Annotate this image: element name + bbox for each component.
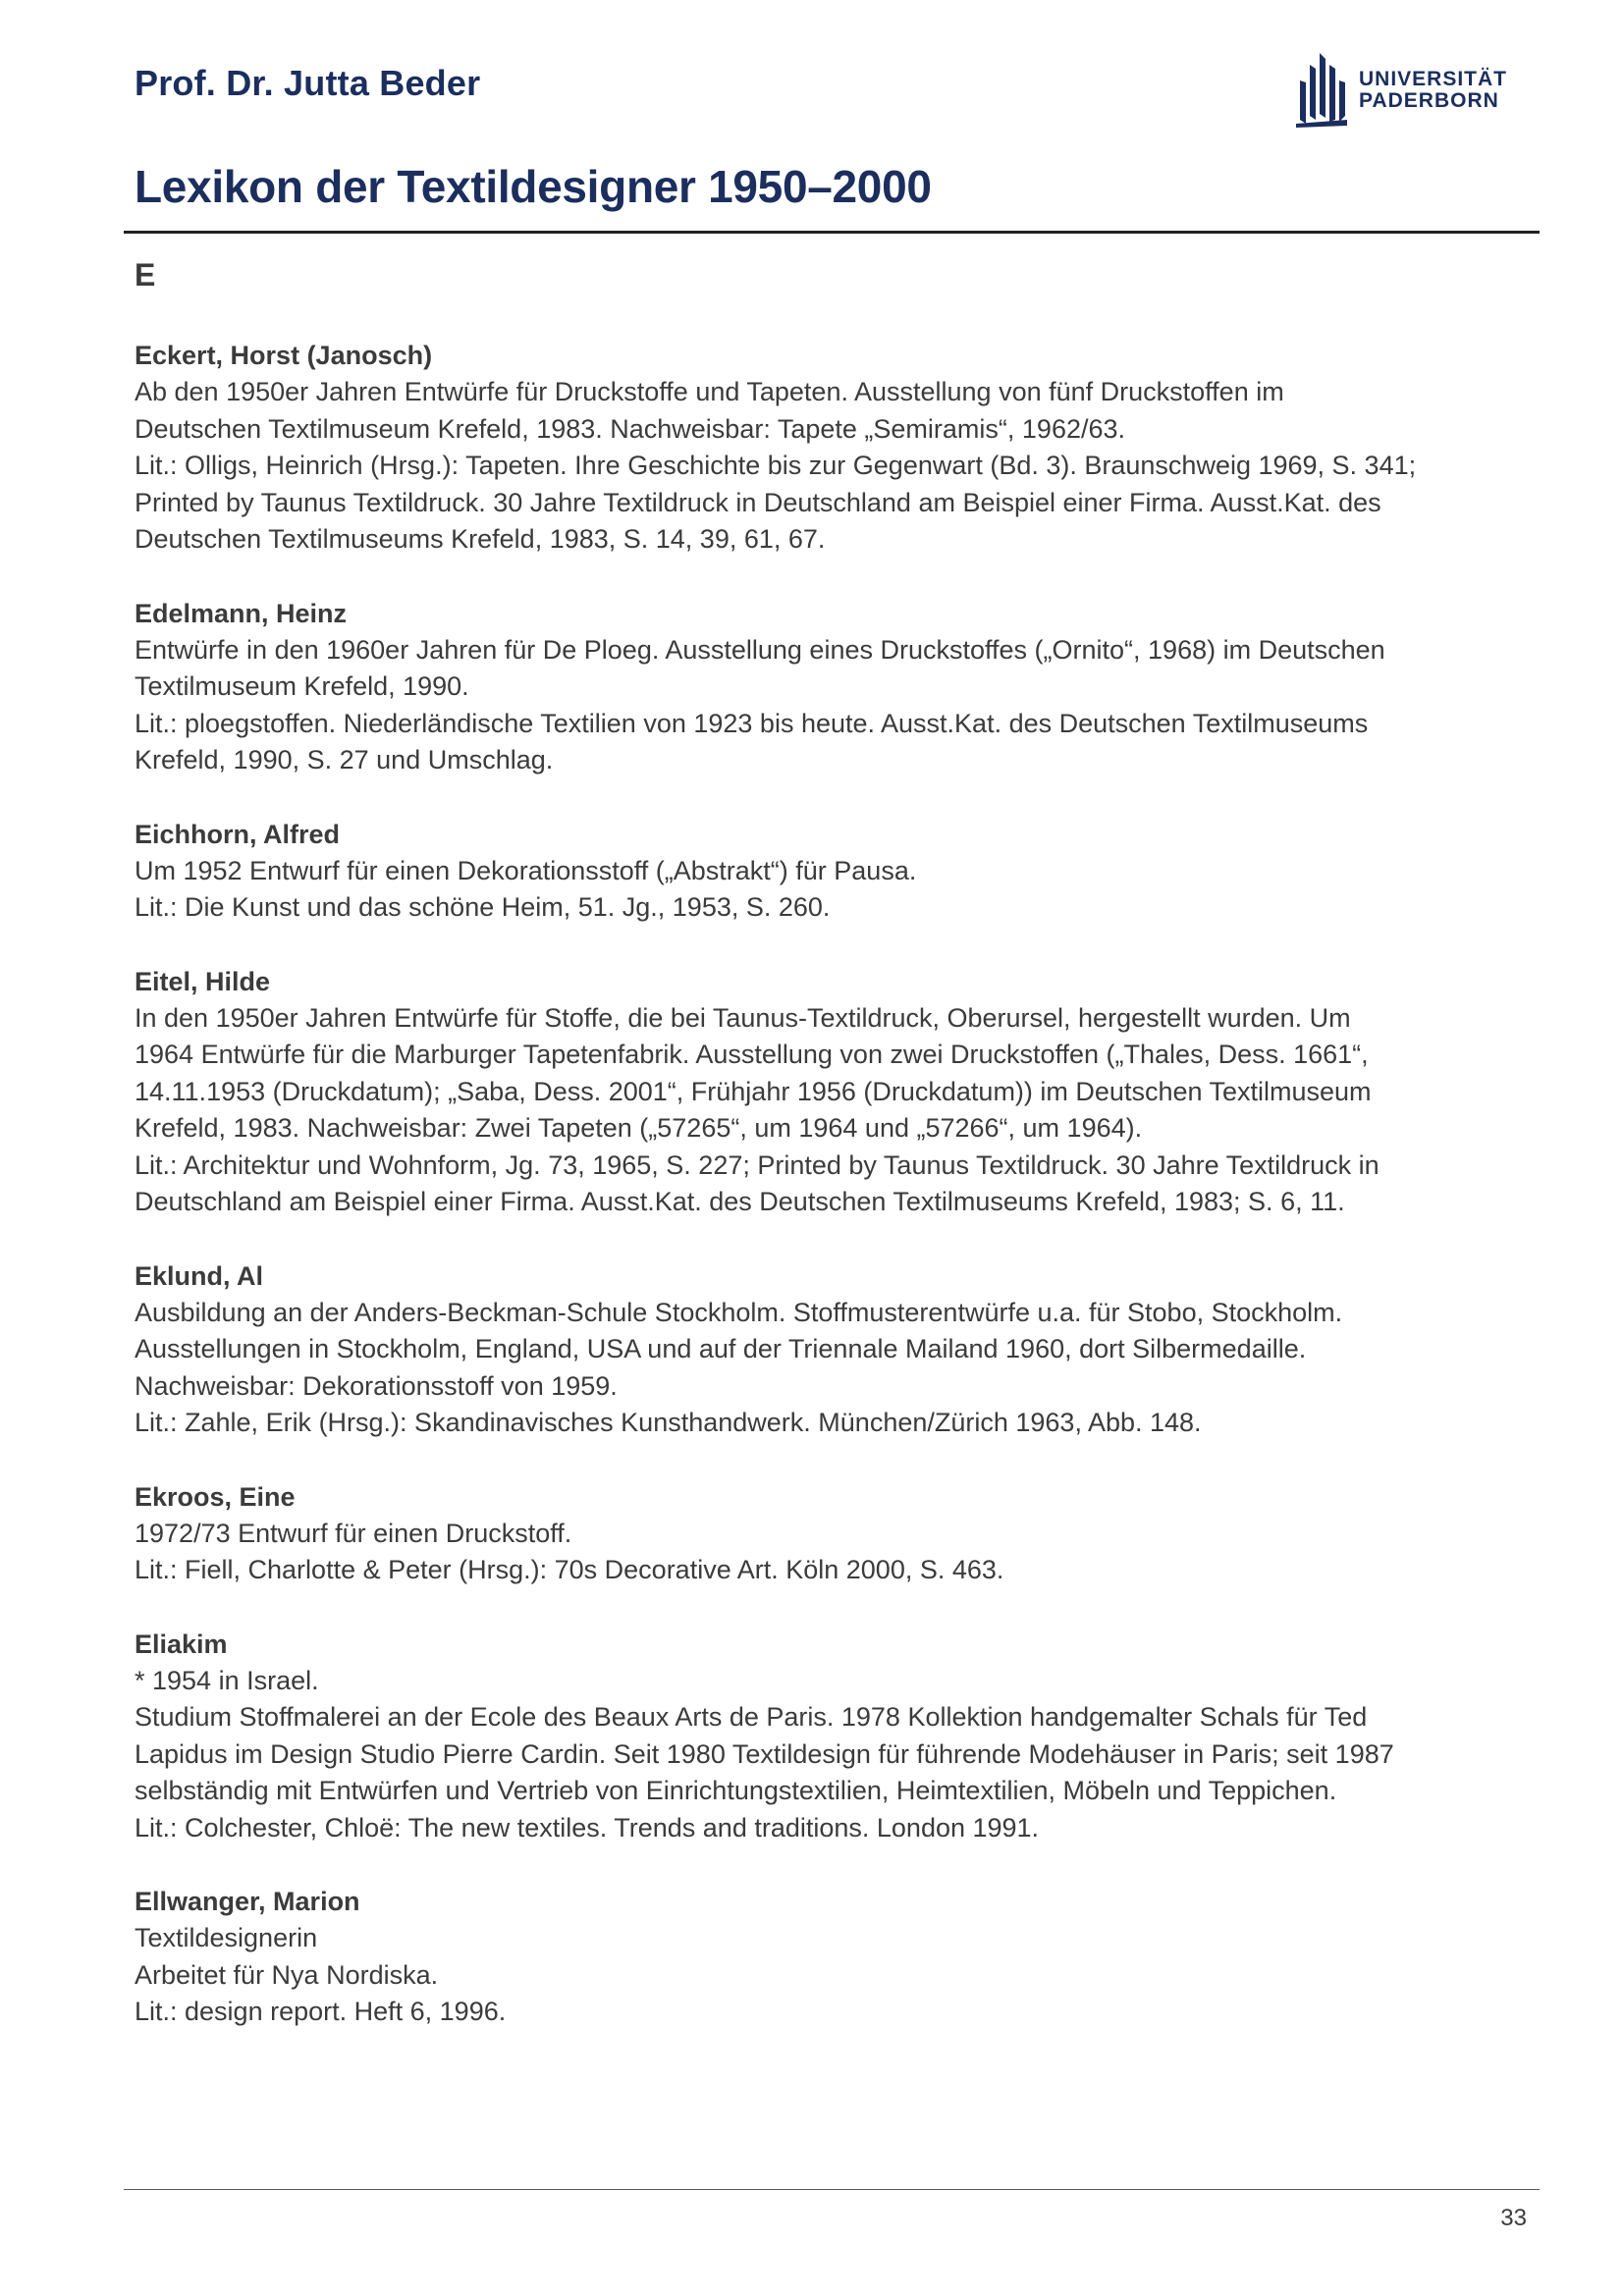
footer-divider [124,2189,1540,2190]
university-logo [1294,51,1507,130]
lexicon-entry [135,1883,1529,2031]
entry-text-line: Lit.: design report. Heft 6, 1996. [135,1997,507,2026]
lexicon-entry [135,816,1529,927]
entry-text-line: Lit.: Die Kunst und das schöne Heim, 51. Jg., 1953, S. 260. [135,892,831,922]
entry-text-line: Ab den 1950er Jahren Entwürfe für Druckstoffe und Tapeten. Ausstellung von fünf Druckstoffen im [135,377,1284,406]
entry-text-line: Ausstellungen in Stockholm, England, USA und auf der Triennale Mailand 1960, dort Silbermedaille. [135,1334,1307,1363]
entry-text-line: Lit.: ploegstoffen. Niederländische Textilien von 1923 bis heute. Ausst.Kat. des Deutschen Textilmuseums [135,708,1369,738]
entry-text-line: Printed by Taunus Textildruck. 30 Jahre Textildruck in Deutschland am Beispiel einer Firma. Ausst.Kat. des [135,487,1381,517]
entry-name: Eliakim [135,1629,228,1659]
entry-name: Edelmann, Heinz [135,598,348,628]
entry-name: Eklund, Al [135,1260,264,1291]
entry-text-line: Arbeitet für Nya Nordiska. [135,1959,439,1990]
entry-name: Eitel, Hilde [135,966,271,996]
entry-text-line: Krefeld, 1990, S. 27 und Umschlag. [135,745,554,774]
entry-text-line: Ausbildung an der Anders-Beckman-Schule Stockholm. Stoffmusterentwürfe u.a. für Stobo, Stockholm. [135,1297,1343,1327]
lexicon-entry [135,1478,1529,1589]
entry-text-line: In den 1950er Jahren Entwürfe für Stoffe, die bei Taunus-Textildruck, Oberursel, hergestellt wurden. Um [135,1002,1351,1033]
entry-text-line: Lit.: Fiell, Charlotte & Peter (Hrsg.): 70s Decorative Art. Köln 2000, S. 463. [135,1555,1004,1584]
entry-text-line: Deutschen Textilmuseum Krefeld, 1983. Nachweisbar: Tapete „Semiramis“, 1962/63. [135,413,1126,444]
entry-text-line: 1972/73 Entwurf für einen Druckstoff. [135,1518,572,1548]
document-title: Lexikon der Textildesigner 1950–2000 [135,161,932,212]
title-divider [124,231,1540,234]
entry-text-line: Lit.: Olligs, Heinrich (Hrsg.): Tapeten. Ihre Geschichte bis zur Gegenwart (Bd. 3). Braunschweig 1969, S. 341; [135,451,1417,480]
entry-text-line: * 1954 in Israel. [135,1665,319,1695]
entry-text-line: Lit.: Architektur und Wohnform, Jg. 73, 1965, S. 227; Printed by Taunus Textildruck. 30 Jahre Textildruck in [135,1149,1380,1180]
lexicon-entry [135,595,1529,779]
university-paderborn-logo-icon [1294,51,1349,130]
entry-list [135,337,1529,2067]
entry-text-line: Um 1952 Entwurf für einen Dekorationsstoff („Abstrakt“) für Pausa. [135,855,917,885]
entry-name: Eckert, Horst (Janosch) [135,341,433,370]
entry-name: Ellwanger, Marion [135,1887,360,1916]
entry-text-line: 14.11.1953 (Druckdatum); „Saba, Dess. 2001“, Frühjahr 1956 (Druckdatum)) im Deutschen Textilmuseum [135,1076,1372,1106]
logo-line-universitaet: UNIVERSITÄT [1359,68,1508,90]
entry-text-line: Entwürfe in den 1960er Jahren für De Ploeg. Ausstellung eines Druckstoffes („Ornito“, 1968) im Deutschen [135,634,1385,665]
lexicon-entry [135,337,1529,559]
entry-text-line: Lapidus im Design Studio Pierre Cardin. Seit 1980 Textildesign für führende Modehäuser in Paris; seit 1987 [135,1738,1394,1769]
entry-text-line: Deutschland am Beispiel einer Firma. Ausst.Kat. des Deutschen Textilmuseums Krefeld, 1983; S. 6, 11. [135,1187,1345,1216]
entry-text-line: selbständig mit Entwürfen und Vertrieb von Einrichtungstextilien, Heimtextilien, Möbeln und Teppichen. [135,1776,1337,1805]
entry-name: Ekroos, Eine [135,1481,296,1512]
entry-text-line: Deutschen Textilmuseums Krefeld, 1983, S. 14, 39, 61, 67. [135,524,826,554]
entry-text-line: Studium Stoffmalerei an der Ecole des Beaux Arts de Paris. 1978 Kollektion handgemalter Schals für Ted [135,1702,1368,1732]
entry-text-line: Krefeld, 1983. Nachweisbar: Zwei Tapeten („57265“, um 1964 und „57266“, um 1964). [135,1113,1143,1143]
entry-name: Eichhorn, Alfred [135,819,341,849]
entry-text-line: Nachweisbar: Dekorationsstoff von 1959. [135,1370,618,1401]
author-name: Prof. Dr. Jutta Beder [135,63,481,103]
section-letter: E [135,257,156,293]
logo-line-paderborn: PADERBORN [1359,89,1499,112]
lexicon-entry [135,1257,1529,1442]
lexicon-entry [135,1626,1529,1847]
university-logo-text [1359,69,1507,112]
entry-text-line: Textildesignerin [135,1923,318,1952]
page-number: 33 [1500,2205,1527,2231]
entry-text-line: 1964 Entwürfe für die Marburger Tapetenfabrik. Ausstellung von zwei Druckstoffen („Thales, Dess. 1661“, [135,1040,1369,1069]
entry-text-line: Lit.: Colchester, Chloë: The new textiles. Trends and traditions. London 1991. [135,1812,1040,1842]
entry-text-line: Textilmuseum Krefeld, 1990. [135,671,469,701]
lexicon-entry [135,963,1529,1221]
entry-text-line: Lit.: Zahle, Erik (Hrsg.): Skandinavisches Kunsthandwerk. München/Zürich 1963, Abb. 148. [135,1408,1202,1437]
